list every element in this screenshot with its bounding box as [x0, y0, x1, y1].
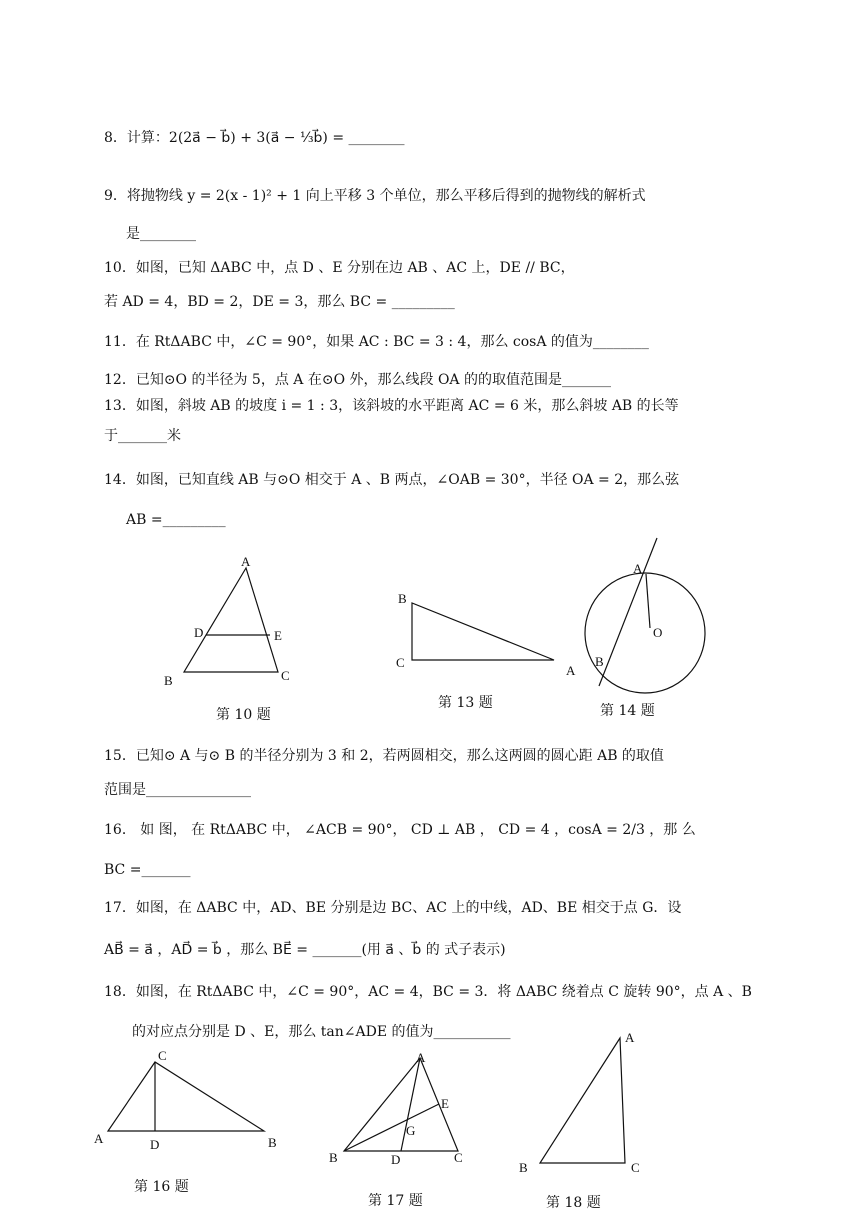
- question-14-line-1: 14．如图，已知直线 AB 与⊙O 相交于 A 、B 两点，∠OAB = 30°，半径 OA = 2，那么弦: [104, 472, 680, 488]
- figure-13-caption: 第 13 题: [438, 695, 493, 711]
- question-11: 11．在 RtΔABC 中，∠C = 90°，如果 AC : BC = 3 : 4，那么 cosA 的值为________: [104, 334, 649, 350]
- figure-14-caption: 第 14 题: [600, 703, 655, 719]
- label-c: C: [158, 1048, 167, 1063]
- figure-13: [390, 585, 590, 685]
- question-17-line-1: 17．如图，在 ΔABC 中，AD、BE 分别是边 BC、AC 上的中线，AD、BE 相交于点 G．设: [104, 900, 682, 916]
- question-12: 12．已知⊙O 的半径为 5，点 A 在⊙O 外，那么线段 OA 的的取值范围是_______: [104, 372, 611, 388]
- figure-10: [150, 550, 310, 700]
- label-e: E: [274, 628, 282, 643]
- figure-18-caption: 第 18 题: [546, 1195, 601, 1211]
- label-o: O: [653, 625, 663, 640]
- question-9-line-2: 是________: [126, 226, 196, 242]
- label-a: A: [633, 561, 643, 576]
- triangle-abc: [412, 603, 554, 660]
- question-17-line-2: AB⃗ = a⃗ ，AD⃗ = b⃗ ，那么 BE⃗ = _______(用 a⃗ 、b⃗ 的 式子表示): [104, 942, 506, 958]
- figure-17-caption: 第 17 题: [368, 1193, 423, 1209]
- figure-18: [515, 1030, 665, 1175]
- radius-oa: [646, 574, 650, 628]
- label-a: A: [625, 1030, 635, 1045]
- median-be: [344, 1104, 439, 1151]
- label-b: B: [595, 654, 604, 669]
- figure-17: [325, 1050, 475, 1165]
- figure-10-caption: 第 10 题: [216, 707, 271, 723]
- question-8: 8．计算：2(2a⃗ − b⃗) + 3(a⃗ − ⅓b⃗) = ________: [104, 130, 405, 146]
- figure-16: [90, 1045, 290, 1155]
- question-16-line-1: 16． 如 图， 在 RtΔABC 中， ∠ACB = 90°， CD ⊥ AB ， CD = 4 ，cosA = 2/3 ，那 么: [104, 822, 696, 838]
- question-13-line-1: 13．如图，斜坡 AB 的坡度 i = 1 : 3，该斜坡的水平距离 AC = 6 米，那么斜坡 AB 的长等: [104, 398, 679, 414]
- question-14-line-2: AB =_________: [126, 512, 226, 528]
- label-c: C: [281, 668, 290, 683]
- label-c: C: [631, 1160, 640, 1175]
- figure-14: [585, 536, 695, 696]
- label-c: C: [454, 1150, 463, 1165]
- question-18-line-2: 的对应点分别是 D 、E，那么 tan∠ADE 的值为___________: [132, 1024, 511, 1040]
- label-a: A: [241, 554, 251, 569]
- question-16-line-2: BC =_______: [104, 862, 191, 878]
- question-10-line-2: 若 AD = 4，BD = 2，DE = 3，那么 BC = _________: [104, 294, 455, 310]
- label-c: C: [396, 655, 405, 670]
- question-13-line-2: 于_______米: [104, 428, 181, 444]
- label-b: B: [268, 1135, 277, 1150]
- triangle-abc: [184, 568, 278, 672]
- label-g: G: [406, 1123, 416, 1138]
- label-a: A: [416, 1050, 426, 1065]
- triangle-abc: [540, 1038, 625, 1163]
- label-a: A: [94, 1131, 104, 1146]
- label-d: D: [150, 1137, 160, 1152]
- question-10-line-1: 10．如图，已知 ΔABC 中，点 D 、E 分别在边 AB 、AC 上，DE // BC，: [104, 260, 575, 276]
- label-d: D: [194, 625, 204, 640]
- question-18-line-1: 18．如图，在 RtΔABC 中，∠C = 90°，AC = 4，BC = 3．将 ΔABC 绕着点 C 旋转 90°，点 A 、B: [104, 984, 752, 1000]
- label-b: B: [398, 591, 407, 606]
- question-9-line-1: 9．将抛物线 y = 2(x - 1)² + 1 向上平移 3 个单位，那么平移后得到的抛物线的解析式: [104, 188, 646, 204]
- label-d: D: [391, 1152, 401, 1167]
- question-15-line-2: 范围是_______________: [104, 782, 251, 798]
- label-b: B: [329, 1150, 338, 1165]
- triangle-abc: [108, 1062, 264, 1131]
- label-b: B: [164, 673, 173, 688]
- label-e: E: [441, 1096, 449, 1111]
- label-a: A: [566, 663, 576, 678]
- figure-16-caption: 第 16 题: [134, 1179, 189, 1195]
- question-15-line-1: 15．已知⊙ A 与⊙ B 的半径分别为 3 和 2，若两圆相交，那么这两圆的圆心距 AB 的取值: [104, 748, 664, 764]
- label-b: B: [519, 1160, 528, 1175]
